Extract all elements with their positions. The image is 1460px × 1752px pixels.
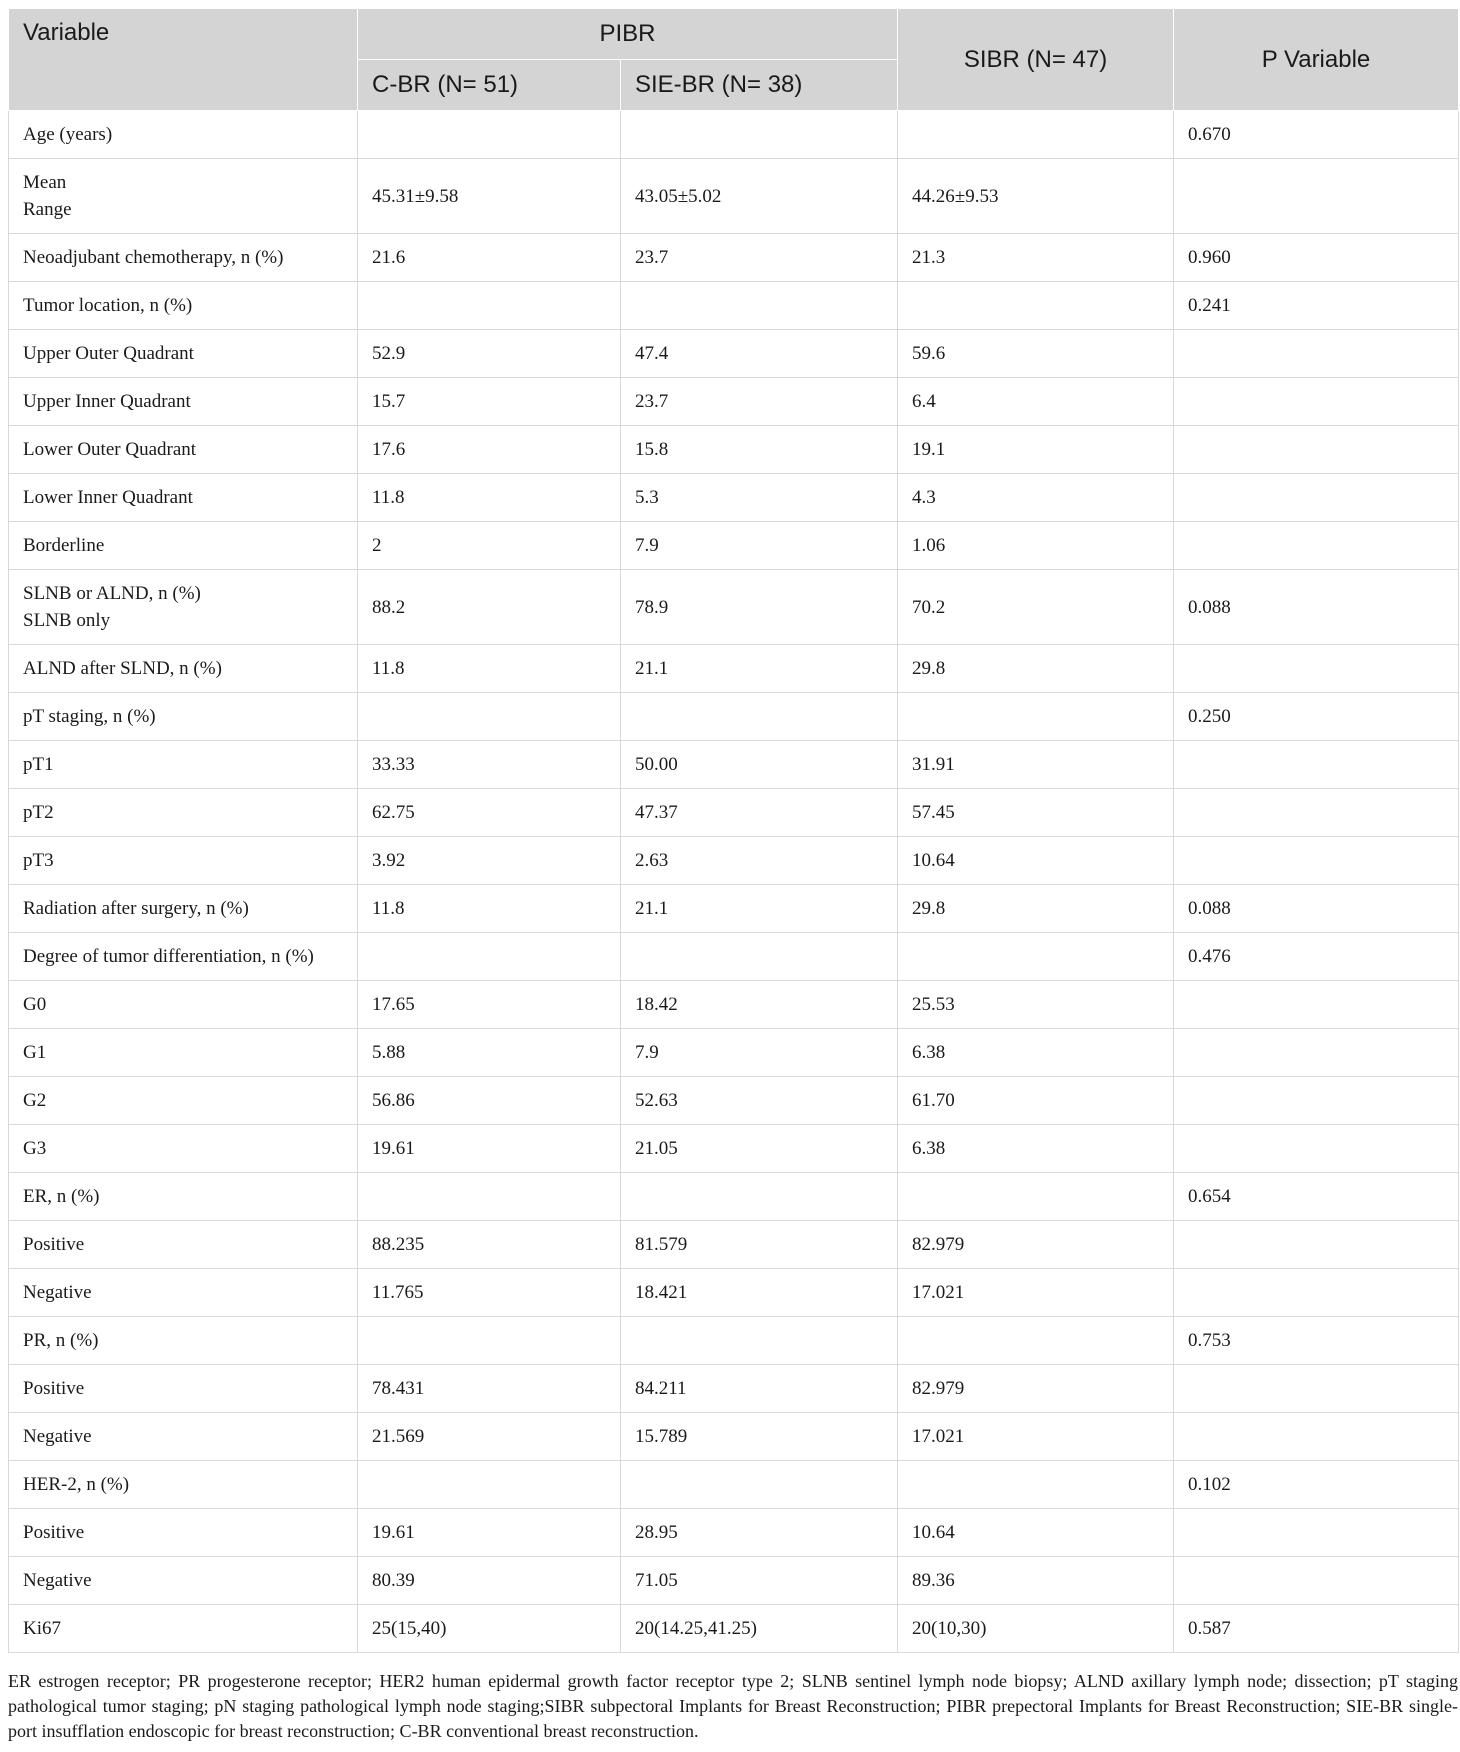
row-label (9, 330, 358, 378)
cell-siebr: 78.9 (621, 570, 898, 645)
cell-cbr: 21.569 (358, 1413, 621, 1461)
cell-siebr: 47.4 (621, 330, 898, 378)
cell-p-value (1174, 159, 1459, 234)
row-label (9, 981, 358, 1029)
cell-cbr (358, 1317, 621, 1365)
table-row (9, 981, 1459, 1029)
cell-p-value (1174, 981, 1459, 1029)
table-body (9, 111, 1459, 1653)
row-label-line: Neoadjubant chemotherapy, n (%) (23, 247, 284, 268)
cell-siebr: 7.9 (621, 522, 898, 570)
cell-sibr (898, 111, 1174, 159)
cell-cbr (358, 1461, 621, 1509)
cell-sibr: 57.45 (898, 789, 1174, 837)
cell-siebr: 28.95 (621, 1509, 898, 1557)
table-row (9, 111, 1459, 159)
cell-sibr: 6.4 (898, 378, 1174, 426)
row-label (9, 693, 358, 741)
table-row (9, 1605, 1459, 1653)
row-label (9, 1317, 358, 1365)
cell-cbr: 3.92 (358, 837, 621, 885)
row-label (9, 522, 358, 570)
row-label (9, 159, 358, 234)
table-row (9, 159, 1459, 234)
cell-cbr: 25(15,40) (358, 1605, 621, 1653)
table-row (9, 1317, 1459, 1365)
cell-p-value: 0.088 (1174, 885, 1459, 933)
table-row (9, 1077, 1459, 1125)
cell-p-value: 0.753 (1174, 1317, 1459, 1365)
cell-p-value (1174, 1125, 1459, 1173)
cell-siebr (621, 111, 898, 159)
table-row (9, 885, 1459, 933)
table-row (9, 1029, 1459, 1077)
table-row (9, 570, 1459, 645)
cell-cbr: 17.65 (358, 981, 621, 1029)
row-label (9, 1125, 358, 1173)
data-table (8, 8, 1459, 1653)
row-label (9, 1269, 358, 1317)
cell-p-value (1174, 789, 1459, 837)
cell-cbr: 62.75 (358, 789, 621, 837)
header-cbr: C-BR (N= 51) (358, 60, 621, 111)
cell-p-value (1174, 1077, 1459, 1125)
cell-sibr: 10.64 (898, 837, 1174, 885)
cell-sibr: 21.3 (898, 234, 1174, 282)
cell-cbr: 21.6 (358, 234, 621, 282)
cell-siebr (621, 1317, 898, 1365)
row-label-line: ER, n (%) (23, 1186, 100, 1207)
row-label-line: pT staging, n (%) (23, 706, 156, 727)
cell-p-value: 0.587 (1174, 1605, 1459, 1653)
row-label-line: HER-2, n (%) (23, 1474, 130, 1495)
table-row (9, 330, 1459, 378)
cell-cbr: 15.7 (358, 378, 621, 426)
cell-sibr (898, 693, 1174, 741)
cell-cbr: 78.431 (358, 1365, 621, 1413)
row-label (9, 1365, 358, 1413)
cell-siebr: 15.8 (621, 426, 898, 474)
cell-p-value (1174, 1413, 1459, 1461)
cell-sibr (898, 933, 1174, 981)
cell-p-value: 0.241 (1174, 282, 1459, 330)
table-row (9, 474, 1459, 522)
cell-siebr (621, 282, 898, 330)
cell-p-value: 0.088 (1174, 570, 1459, 645)
cell-p-value (1174, 1221, 1459, 1269)
cell-p-value (1174, 426, 1459, 474)
cell-p-value (1174, 522, 1459, 570)
row-label-line: Positive (23, 1234, 85, 1255)
header-variable: Variable (9, 9, 358, 111)
cell-p-value (1174, 1509, 1459, 1557)
cell-siebr: 18.421 (621, 1269, 898, 1317)
row-label (9, 234, 358, 282)
cell-siebr: 20(14.25,41.25) (621, 1605, 898, 1653)
table-row (9, 1269, 1459, 1317)
row-label-line: pT1 (23, 754, 54, 775)
cell-sibr: 59.6 (898, 330, 1174, 378)
row-label-line: Borderline (23, 535, 105, 556)
row-label-line: pT3 (23, 850, 54, 871)
row-label (9, 1077, 358, 1125)
cell-cbr (358, 282, 621, 330)
cell-p-value (1174, 330, 1459, 378)
row-label (9, 789, 358, 837)
row-label-line: Upper Inner Quadrant (23, 391, 191, 412)
cell-sibr: 6.38 (898, 1125, 1174, 1173)
cell-sibr: 19.1 (898, 426, 1174, 474)
cell-p-value (1174, 741, 1459, 789)
table-container (8, 8, 1458, 1653)
row-label (9, 570, 358, 645)
cell-cbr: 2 (358, 522, 621, 570)
cell-p-value (1174, 837, 1459, 885)
cell-sibr: 29.8 (898, 885, 1174, 933)
row-label (9, 1221, 358, 1269)
cell-siebr (621, 933, 898, 981)
row-label-line: Tumor location, n (%) (23, 295, 193, 316)
row-label (9, 282, 358, 330)
cell-cbr: 17.6 (358, 426, 621, 474)
cell-siebr (621, 693, 898, 741)
row-label-line: G2 (23, 1090, 47, 1111)
row-label (9, 837, 358, 885)
header-pibr: PIBR (358, 9, 898, 60)
row-label-line: Radiation after surgery, n (%) (23, 898, 249, 919)
table-row (9, 234, 1459, 282)
row-label (9, 741, 358, 789)
cell-siebr: 52.63 (621, 1077, 898, 1125)
table-row (9, 693, 1459, 741)
cell-sibr: 25.53 (898, 981, 1174, 1029)
cell-siebr: 84.211 (621, 1365, 898, 1413)
table-row (9, 1125, 1459, 1173)
cell-p-value: 0.960 (1174, 234, 1459, 282)
cell-siebr: 23.7 (621, 378, 898, 426)
cell-siebr: 43.05±5.02 (621, 159, 898, 234)
row-label-line: Lower Outer Quadrant (23, 439, 197, 460)
row-label (9, 1413, 358, 1461)
cell-siebr: 81.579 (621, 1221, 898, 1269)
row-label-line: Upper Outer Quadrant (23, 343, 194, 364)
cell-cbr: 56.86 (358, 1077, 621, 1125)
table-row (9, 933, 1459, 981)
cell-sibr: 4.3 (898, 474, 1174, 522)
row-label (9, 426, 358, 474)
row-label-line: SLNB or ALND, n (%) (23, 583, 201, 604)
header-siebr: SIE-BR (N= 38) (621, 60, 898, 111)
table-row (9, 837, 1459, 885)
cell-cbr: 88.235 (358, 1221, 621, 1269)
cell-siebr: 71.05 (621, 1557, 898, 1605)
cell-cbr (358, 933, 621, 981)
cell-cbr: 33.33 (358, 741, 621, 789)
cell-p-value (1174, 474, 1459, 522)
row-label (9, 1173, 358, 1221)
row-label (9, 1029, 358, 1077)
header-p-variable: P Variable (1174, 9, 1459, 111)
cell-siebr (621, 1461, 898, 1509)
cell-cbr: 52.9 (358, 330, 621, 378)
cell-siebr (621, 1173, 898, 1221)
cell-cbr: 11.765 (358, 1269, 621, 1317)
table-row (9, 1221, 1459, 1269)
row-label (9, 378, 358, 426)
row-label (9, 1461, 358, 1509)
table-header (9, 9, 1459, 111)
cell-cbr: 80.39 (358, 1557, 621, 1605)
cell-cbr: 11.8 (358, 885, 621, 933)
row-label-line: Ki67 (23, 1618, 61, 1639)
row-label-line: SLNB only (23, 610, 111, 631)
cell-siebr: 18.42 (621, 981, 898, 1029)
row-label-line: G0 (23, 994, 47, 1015)
cell-cbr: 5.88 (358, 1029, 621, 1077)
cell-cbr (358, 111, 621, 159)
table-row (9, 1173, 1459, 1221)
cell-p-value (1174, 1557, 1459, 1605)
row-label-line: Negative (23, 1570, 92, 1591)
cell-sibr (898, 1317, 1174, 1365)
table-row (9, 1413, 1459, 1461)
cell-sibr: 10.64 (898, 1509, 1174, 1557)
table-row (9, 522, 1459, 570)
table-row (9, 645, 1459, 693)
table-footnote: ER estrogen receptor; PR progesterone receptor; HER2 human epidermal growth factor receptor type 2; SLNB sentinel lymph node biopsy; ALND axillary lymph node; dissection; pT staging pathological tumor staging; pN staging pathological lymph node staging;SIBR subpectoral Implants for Breast Reconstruction; PIBR prepectoral Implants for Breast Reconstruction; SIE-BR single-port insufflation endoscopic for breast reconstruction; C-BR conventional breast reconstruction. (8, 1671, 1458, 1741)
cell-cbr: 45.31±9.58 (358, 159, 621, 234)
cell-sibr: 82.979 (898, 1221, 1174, 1269)
row-label-line: G3 (23, 1138, 47, 1159)
cell-siebr: 21.1 (621, 645, 898, 693)
cell-sibr: 17.021 (898, 1413, 1174, 1461)
table-row (9, 282, 1459, 330)
cell-sibr: 6.38 (898, 1029, 1174, 1077)
cell-sibr: 82.979 (898, 1365, 1174, 1413)
row-label-line: Positive (23, 1378, 85, 1399)
cell-siebr: 50.00 (621, 741, 898, 789)
table-row (9, 1509, 1459, 1557)
cell-p-value (1174, 1365, 1459, 1413)
row-label-line: pT2 (23, 802, 54, 823)
table-row (9, 1365, 1459, 1413)
cell-siebr: 7.9 (621, 1029, 898, 1077)
cell-p-value: 0.654 (1174, 1173, 1459, 1221)
cell-cbr: 11.8 (358, 645, 621, 693)
cell-sibr: 17.021 (898, 1269, 1174, 1317)
cell-p-value (1174, 645, 1459, 693)
cell-sibr: 20(10,30) (898, 1605, 1174, 1653)
cell-p-value: 0.102 (1174, 1461, 1459, 1509)
header-sibr: SIBR (N= 47) (898, 9, 1174, 111)
cell-cbr: 11.8 (358, 474, 621, 522)
cell-cbr (358, 1173, 621, 1221)
row-label (9, 1557, 358, 1605)
row-label (9, 474, 358, 522)
row-label-line: Mean (23, 172, 67, 193)
cell-cbr (358, 693, 621, 741)
cell-siebr: 21.1 (621, 885, 898, 933)
cell-sibr: 44.26±9.53 (898, 159, 1174, 234)
cell-sibr: 70.2 (898, 570, 1174, 645)
cell-cbr: 19.61 (358, 1509, 621, 1557)
cell-p-value: 0.250 (1174, 693, 1459, 741)
cell-sibr: 31.91 (898, 741, 1174, 789)
cell-sibr: 89.36 (898, 1557, 1174, 1605)
row-label-line: ALND after SLND, n (%) (23, 658, 222, 679)
row-label (9, 1605, 358, 1653)
table-row (9, 1461, 1459, 1509)
row-label-line: Degree of tumor differentiation, n (%) (23, 946, 314, 967)
cell-sibr: 1.06 (898, 522, 1174, 570)
cell-sibr (898, 1461, 1174, 1509)
row-label-line: Negative (23, 1282, 92, 1303)
row-label (9, 1509, 358, 1557)
table-row (9, 1557, 1459, 1605)
cell-siebr: 2.63 (621, 837, 898, 885)
cell-p-value (1174, 378, 1459, 426)
cell-p-value (1174, 1269, 1459, 1317)
cell-sibr (898, 1173, 1174, 1221)
cell-p-value: 0.670 (1174, 111, 1459, 159)
cell-cbr: 19.61 (358, 1125, 621, 1173)
cell-p-value (1174, 1029, 1459, 1077)
cell-siebr: 23.7 (621, 234, 898, 282)
table-row (9, 789, 1459, 837)
cell-p-value: 0.476 (1174, 933, 1459, 981)
row-label-line: Lower Inner Quadrant (23, 487, 193, 508)
row-label-line: G1 (23, 1042, 47, 1063)
cell-sibr: 61.70 (898, 1077, 1174, 1125)
cell-siebr: 21.05 (621, 1125, 898, 1173)
row-label (9, 933, 358, 981)
cell-sibr: 29.8 (898, 645, 1174, 693)
table-row (9, 426, 1459, 474)
row-label-line: PR, n (%) (23, 1330, 99, 1351)
cell-siebr: 5.3 (621, 474, 898, 522)
row-label-line: Range (23, 199, 72, 220)
table-row (9, 378, 1459, 426)
cell-siebr: 15.789 (621, 1413, 898, 1461)
row-label (9, 111, 358, 159)
cell-cbr: 88.2 (358, 570, 621, 645)
row-label (9, 645, 358, 693)
cell-sibr (898, 282, 1174, 330)
row-label-line: Negative (23, 1426, 92, 1447)
row-label-line: Positive (23, 1522, 85, 1543)
cell-siebr: 47.37 (621, 789, 898, 837)
row-label (9, 885, 358, 933)
row-label-line: Age (years) (23, 124, 113, 145)
table-row (9, 741, 1459, 789)
